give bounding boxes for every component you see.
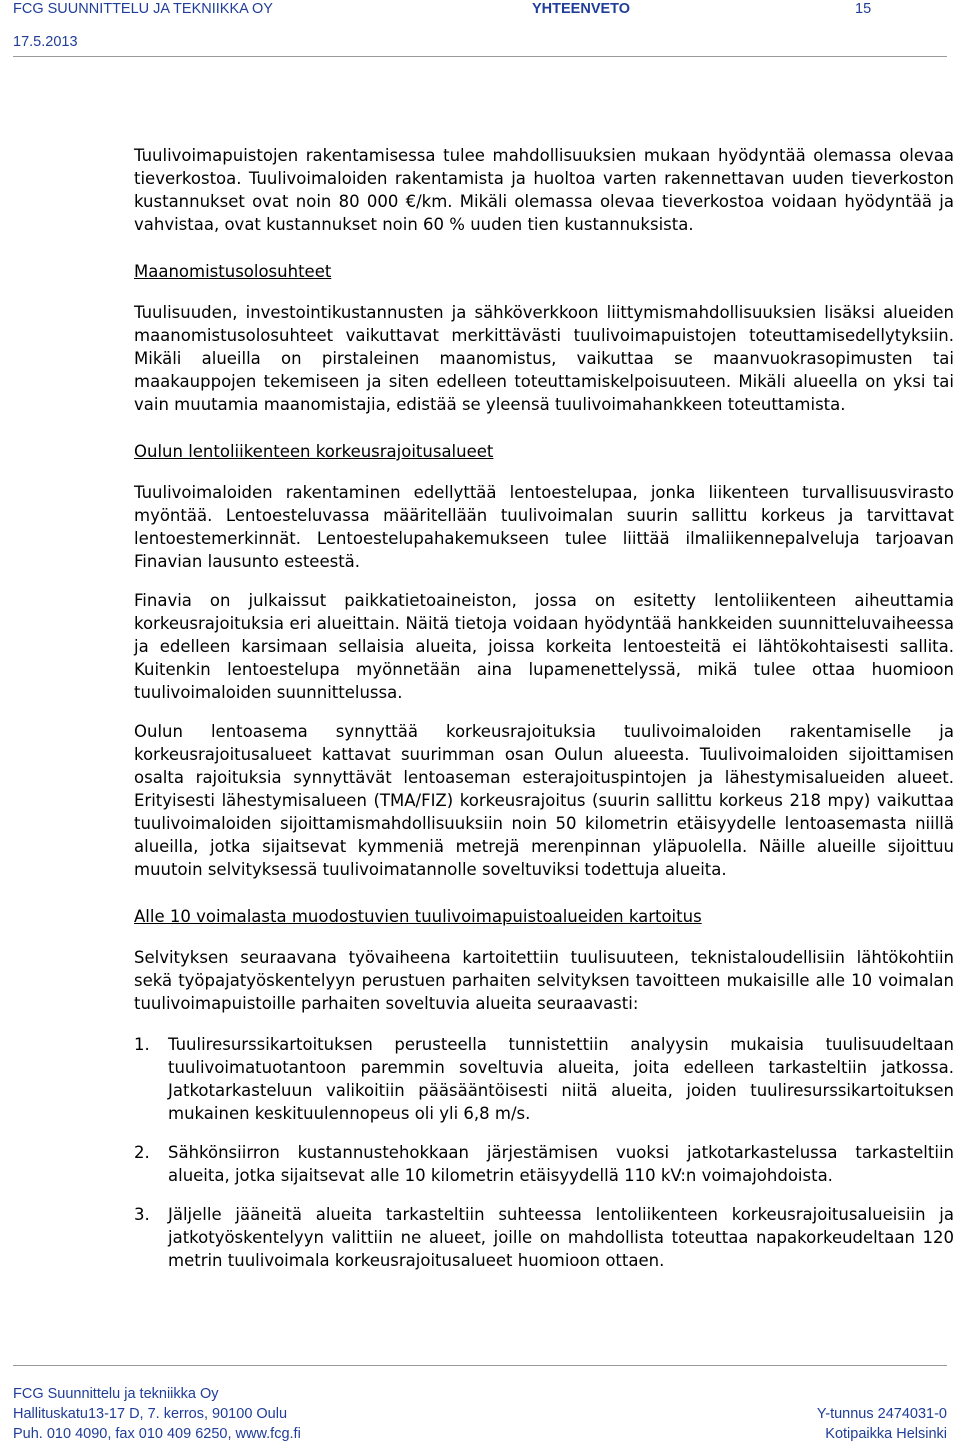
header-page-number: 15 [855, 1, 872, 17]
header-date: 17.5.2013 [13, 34, 78, 50]
footer-company-info [13, 1384, 301, 1444]
footer-contact: Puh. 010 4090, fax 010 409 6250, www.fcg.fi [13, 1426, 301, 1442]
paragraph-obstacle-permit: Tuulivoimaloiden rakentaminen edellyttää lentoestelupaa, jonka liikenteen turvallisuusvirasto myöntää. Lentoesteluvassa määritellään tuulivoimalan suurin sallittu korkeus ja tarvittavat lentoestemerkinnät. Lentoestelupahakemukseen tulee liittää ilmaliikennepalveluja tarjoavan Finavian lausunto esteestä. [134, 483, 954, 571]
document-body [134, 144, 954, 1272]
page-footer [13, 1365, 947, 1442]
list-item [134, 1141, 954, 1187]
list-item-number: 1. [134, 1035, 150, 1054]
paragraph-mapping-intro: Selvityksen seuraavana työvaiheena kartoitettiin tuulisuuteen, teknistaloudellisiin lähtökohtiin sekä työpajatyöskentelyyn perustuen parhaiten selvityksen tavoitteen mukaisille alle 10 voimalan tuulivoimapuistoille parhaiten soveltuvia alueita seuraavasti: [134, 948, 954, 1013]
mapping-steps-list [134, 1033, 954, 1272]
header-doc-title: YHTEENVETO [532, 1, 631, 17]
footer-company: FCG Suunnittelu ja tekniikka Oy [13, 1386, 219, 1402]
heading-small-park-mapping: Alle 10 voimalasta muodostuvien tuulivoimapuistoalueiden kartoitus [134, 907, 702, 926]
paragraph-oulu-airport: Oulun lentoasema synnyttää korkeusrajoituksia tuulivoimaloiden rakentamiselle ja korkeusrajoitusalueet kattavat suurimman osan Oulun alueesta. Tuulivoimaloiden sijoittamisen osalta rajoituksia synnyttävät lentoaseman esterajoituspintojen ja lähestymisalueiden alueet. Erityisesti lähestymisalueen (TMA/FIZ) korkeusrajoitus (suurin sallittu korkeus 218 mpy) vaikuttaa tuulivoimaloiden sijoittamismahdollisuuksiin noin 50 kilometrin etäisyydelle lentoasemasta niillä alueilla, jotka sijaitsevat kymmeniä metrejä merenpinnan yläpuolella. Näille alueille sijoittuu muutoin selvityksessä tuulivoimatannolle soveltuviksi todettuja alueita. [134, 722, 954, 879]
paragraph-land-ownership: Tuulisuuden, investointikustannusten ja sähköverkkoon liittymismahdollisuuksien lisäksi alueiden maanomistusolosuhteet vaikuttavat merkittävästi tuulivoimapuistojen toteuttamisedellytyksiin. Mikäli alueilla on pirstaleinen maanomistus, vaikuttaa se maanvuokrasopimusten tai maakauppojen tekemiseen ja siten edelleen toteuttamiskelpoisuuteen. Mikäli alueella on yksi tai vain muutamia maanomistajia, edistää se yleensä tuulivoimahankkeen toteuttamista. [134, 303, 954, 414]
list-item [134, 1033, 954, 1125]
list-item-number: 3. [134, 1205, 150, 1224]
paragraph-finavia-data: Finavia on julkaissut paikkatietoaineiston, jossa on esitetty lentoliikenteen aiheuttamia korkeusrajoituksia eri alueittain. Näitä tietoja voidaan hyödyntää hankkeiden suunnitteluvaiheessa ja edelleen karsimaan sellaisia alueita, joissa korkeita lentoesteitä ei lähtökohtaisesti sallita. Kuitenkin lentoestelupa myönnetään aina lupamenettelyssä, mikä tulee ottaa huomioon tuulivoimaloiden suunnittelussa. [134, 591, 954, 702]
list-item-number: 2. [134, 1143, 150, 1162]
footer-address: Hallituskatu13-17 D, 7. kerros, 90100 Oulu [13, 1406, 288, 1422]
header-company: FCG SUUNNITTELU JA TEKNIIKKA OY [13, 1, 273, 17]
heading-land-ownership: Maanomistusolosuhteet [134, 262, 332, 281]
page-header [13, 0, 947, 57]
heading-air-traffic-height-restrictions: Oulun lentoliikenteen korkeusrajoitusalueet [134, 442, 494, 461]
footer-business-id: Y-tunnus 2474031-0 [816, 1406, 947, 1422]
footer-registration-info [817, 1404, 947, 1444]
footer-domicile: Kotipaikka Helsinki [825, 1426, 947, 1442]
list-item-text: Jäljelle jääneitä alueita tarkasteltiin suhteessa lentoliikenteen korkeusrajoitusalueisiin ja jatkotyöskentelyyn valittiin ne alueet, joille on mahdollista toteuttaa napakorkeudeltaan 120 metrin tuulivoimala korkeusrajoitusalueet huomioon ottaen. [168, 1205, 954, 1270]
list-item-text: Tuuliresurssikartoituksen perusteella tunnistettiin analyysin mukaisia tuulisuudeltaan tuulivoimatuotantoon paremmin soveltuvia alueita, joita edelleen tarkasteltiin jatkossa. Jatkotarkasteluun valikoitiin pääsääntöisesti niitä alueita, joiden tuuliresurssikartoituksen mukainen keskituulennopeus oli yli 6,8 m/s. [168, 1035, 954, 1123]
paragraph-road-network: Tuulivoimapuistojen rakentamisessa tulee mahdollisuuksien mukaan hyödyntää olemassa olevaa tieverkostoa. Tuulivoimaloiden rakentamista ja huoltoa varten rakennettavan uuden tieverkoston kustannukset ovat noin 80 000 €/km. Mikäli olemassa olevaa tieverkostoa voidaan hyödyntää ja vahvistaa, ovat kustannukset noin 60 % uuden tien kustannuksista. [134, 146, 954, 234]
list-item-text: Sähkönsiirron kustannustehokkaan järjestämisen vuoksi jatkotarkastelussa tarkasteltiin alueita, jotka sijaitsevat alle 10 kilometrin etäisyydellä 110 kV:n voimajohdoista. [168, 1143, 954, 1185]
list-item [134, 1203, 954, 1272]
